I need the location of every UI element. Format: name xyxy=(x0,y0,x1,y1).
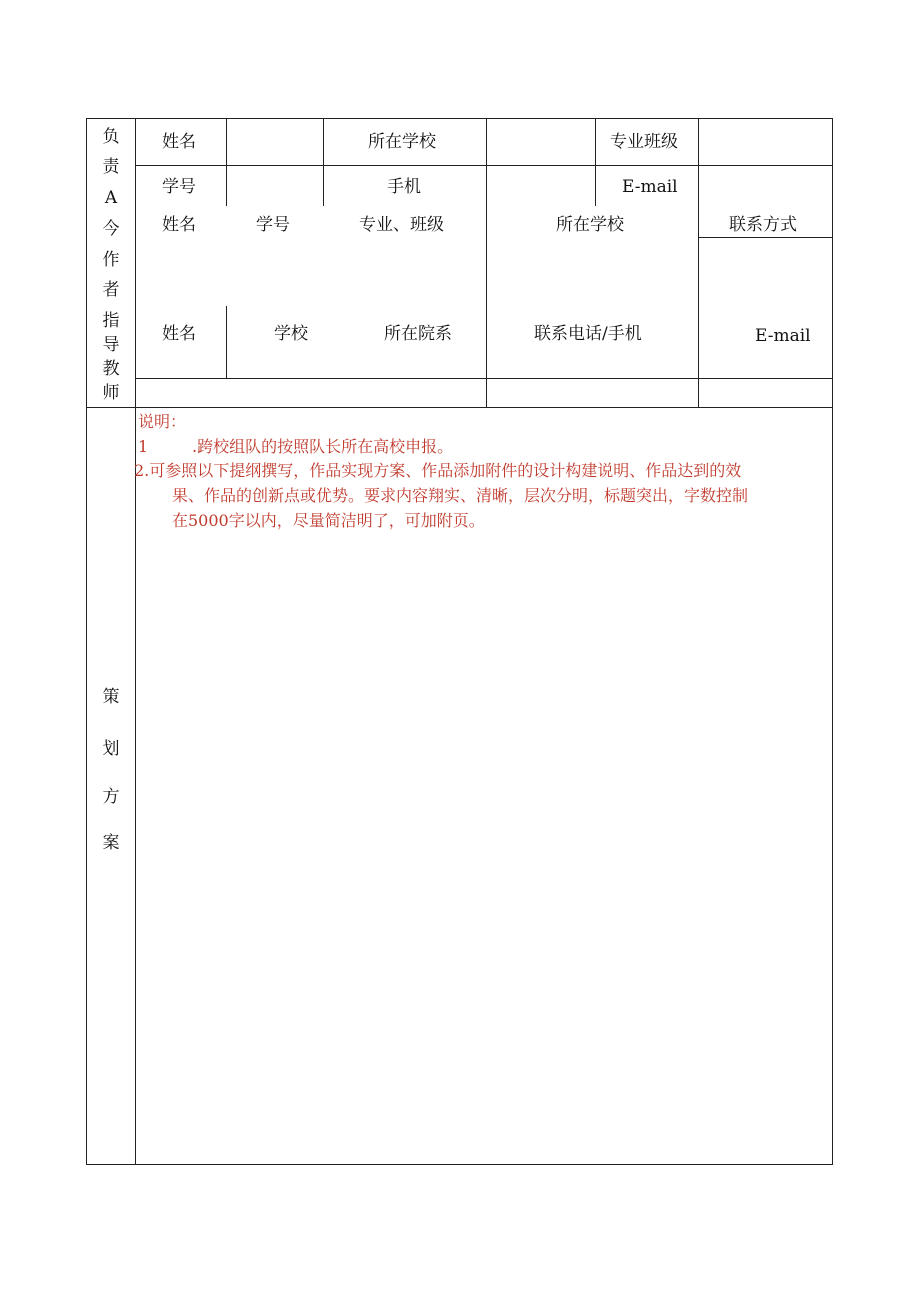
advisor-name-label: 姓名 xyxy=(162,324,196,344)
advisor-email-label: E-mail xyxy=(755,326,811,346)
label-column-divider xyxy=(135,118,136,1165)
table-top-border xyxy=(86,118,833,119)
advisor-phone-label: 联系电话/手机 xyxy=(534,324,642,344)
member-id-label: 学号 xyxy=(256,215,290,235)
note-2-line-3: 在5000字以内，尽量简洁明了，可加附页。 xyxy=(172,511,485,530)
col-line-1 xyxy=(226,118,227,206)
note-1-text: .跨校组队的按照队长所在高校申报。 xyxy=(192,437,454,456)
col-line-3 xyxy=(486,118,487,408)
member-contact-label: 联系方式 xyxy=(729,215,797,235)
advisor-school-label: 学校 xyxy=(274,324,308,344)
leader-major-label: 专业班级 xyxy=(610,132,678,152)
label-char: 指 xyxy=(102,311,120,331)
leader-school-label: 所在学校 xyxy=(368,132,436,152)
label-char: 策 xyxy=(102,687,120,707)
label-char: 今 xyxy=(102,219,120,239)
label-char: 划 xyxy=(102,739,120,759)
leader-name-label: 姓名 xyxy=(162,132,196,152)
section-divider xyxy=(86,407,833,408)
note-1-number: 1 xyxy=(138,437,149,456)
advisor-row-bottom xyxy=(135,378,833,379)
label-char: 方 xyxy=(102,787,120,807)
table-bottom-border xyxy=(86,1164,833,1165)
col-line-4 xyxy=(595,118,596,206)
member-major-label: 专业、班级 xyxy=(359,215,444,235)
col-line-2 xyxy=(323,118,324,206)
label-char: 者 xyxy=(102,280,120,300)
label-char: A xyxy=(104,188,118,208)
label-char: 作 xyxy=(102,250,120,270)
label-char: 负 xyxy=(102,127,120,147)
col-line-advisor xyxy=(226,306,227,379)
col-line-5 xyxy=(698,118,699,408)
member-name-label: 姓名 xyxy=(162,215,196,235)
row1-bottom xyxy=(135,165,833,166)
note-2-line-2: 果、作品的创新点或优势。要求内容翔实、清晰，层次分明，标题突出，字数控制 xyxy=(172,486,749,505)
notes-title: 说明： xyxy=(138,412,187,431)
label-char: 责 xyxy=(102,157,120,177)
label-char: 师 xyxy=(102,383,120,403)
label-char: 案 xyxy=(102,833,120,853)
leader-id-label: 学号 xyxy=(162,177,196,197)
leader-phone-label: 手机 xyxy=(387,177,421,197)
table-left-border xyxy=(86,118,87,1165)
table-right-border xyxy=(832,118,833,1165)
member-school-label: 所在学校 xyxy=(556,215,624,235)
label-char: 教 xyxy=(102,359,120,379)
contact-header-bottom xyxy=(698,237,833,238)
label-char: 导 xyxy=(102,335,120,355)
note-2-line-1: 2.可参照以下提纲撰写，作品实现方案、作品添加附件的设计构建说明、作品达到的效 xyxy=(134,461,742,480)
leader-email-label: E-mail xyxy=(622,177,678,197)
advisor-department-label: 所在院系 xyxy=(384,324,452,344)
